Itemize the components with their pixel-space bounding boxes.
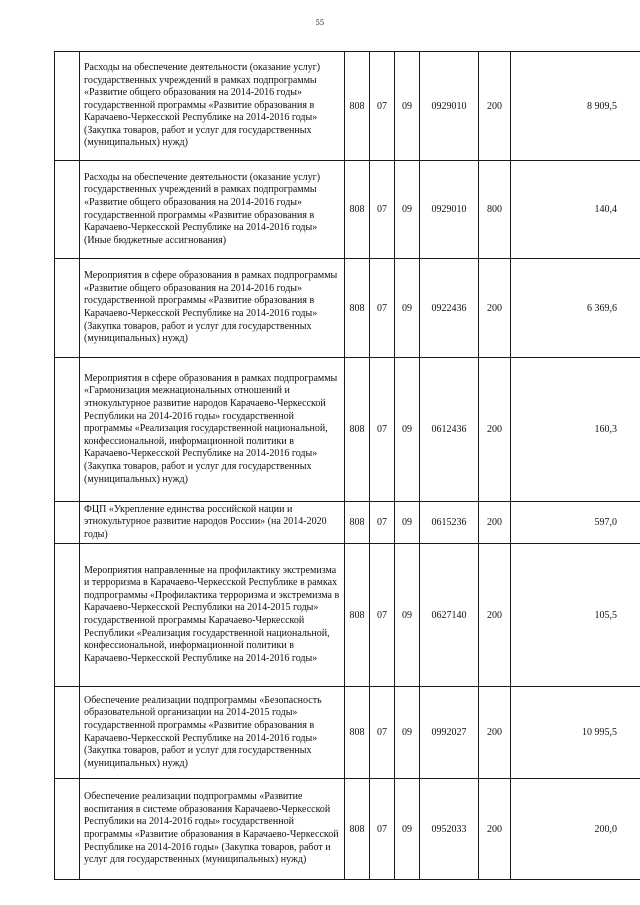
section-cell: 07 <box>370 544 395 687</box>
expense-type-cell: 200 <box>479 259 511 358</box>
budget-table <box>54 51 640 880</box>
subsection-cell: 09 <box>395 52 420 161</box>
section-cell: 07 <box>370 687 395 779</box>
amount-cell: 200,0 <box>511 779 640 880</box>
index-cell <box>55 52 80 161</box>
expense-type-cell: 200 <box>479 779 511 880</box>
index-cell <box>55 161 80 259</box>
index-cell <box>55 259 80 358</box>
expense-type-cell: 200 <box>479 687 511 779</box>
index-cell <box>55 544 80 687</box>
table-row <box>55 259 640 358</box>
gr-cell: 808 <box>345 52 370 161</box>
description-cell: Мероприятия в сфере образования в рамках подпрограммы «Гармонизация межнациональных отношений и этнокультурное развитие народов Карачаево-Черкесской Республики на 2014-2016 годы» государственной программы «Реализация государственной национальной, конфессиональной, информационной политики в Карачаево-Черкесской Республике на 2014-2016 годы» (Закупка товаров, работ и услуг для государственных (муниципальных) нужд) <box>80 358 345 502</box>
subsection-cell: 09 <box>395 502 420 544</box>
expense-type-cell: 200 <box>479 502 511 544</box>
section-cell: 07 <box>370 161 395 259</box>
subsection-cell: 09 <box>395 358 420 502</box>
amount-cell: 597,0 <box>511 502 640 544</box>
table-row <box>55 502 640 544</box>
table-row <box>55 161 640 259</box>
expense-type-cell: 200 <box>479 358 511 502</box>
description-cell: Обеспечение реализации подпрограммы «Безопасность образовательной организации на 2014-2015 годы» государственной программы «Развитие образования в Карачаево-Черкесской Республике на 2014-2016 годы» (Закупка товаров, работ и услуг для государственных (муниципальных) нужд) <box>80 687 345 779</box>
gr-cell: 808 <box>345 259 370 358</box>
gr-cell: 808 <box>345 687 370 779</box>
amount-cell: 6 369,6 <box>511 259 640 358</box>
table-row <box>55 52 640 161</box>
target-article-cell: 0992027 <box>420 687 479 779</box>
subsection-cell: 09 <box>395 544 420 687</box>
gr-cell: 808 <box>345 502 370 544</box>
gr-cell: 808 <box>345 358 370 502</box>
section-cell: 07 <box>370 358 395 502</box>
description-cell: ФЦП «Укрепление единства российской нации и этнокультурное развитие народов России» (на 2014-2020 годы) <box>80 502 345 544</box>
expense-type-cell: 200 <box>479 544 511 687</box>
index-cell <box>55 779 80 880</box>
description-cell: Расходы на обеспечение деятельности (оказание услуг) государственных учреждений в рамках подпрограммы «Развитие общего образования на 2014-2016 годы» государственной программы «Развитие образования в Карачаево-Черкесской Республике на 2014-2016 годы» (Иные бюджетные ассигнования) <box>80 161 345 259</box>
expense-type-cell: 800 <box>479 161 511 259</box>
table-row <box>55 687 640 779</box>
page-number: 55 <box>315 18 325 27</box>
amount-cell: 140,4 <box>511 161 640 259</box>
expense-type-cell: 200 <box>479 52 511 161</box>
index-cell <box>55 687 80 779</box>
amount-cell: 10 995,5 <box>511 687 640 779</box>
section-cell: 07 <box>370 52 395 161</box>
table-row <box>55 779 640 880</box>
amount-cell: 160,3 <box>511 358 640 502</box>
table-row <box>55 544 640 687</box>
gr-cell: 808 <box>345 161 370 259</box>
target-article-cell: 0612436 <box>420 358 479 502</box>
target-article-cell: 0952033 <box>420 779 479 880</box>
description-cell: Мероприятия в сфере образования в рамках подпрограммы «Развитие общего образования на 2014-2016 годы» государственной программы «Развитие образования в Карачаево-Черкесской Республике на 2014-2016 годы» (Закупка товаров, работ и услуг для государственных (муниципальных) нужд) <box>80 259 345 358</box>
target-article-cell: 0922436 <box>420 259 479 358</box>
index-cell <box>55 358 80 502</box>
subsection-cell: 09 <box>395 779 420 880</box>
description-cell: Расходы на обеспечение деятельности (оказание услуг) государственных учреждений в рамках подпрограммы «Развитие общего образования на 2014-2016 годы» государственной программы «Развитие образования в Карачаево-Черкесской Республике на 2014-2016 годы» (Закупка товаров, работ и услуг для государственных (муниципальных) нужд) <box>80 52 345 161</box>
target-article-cell: 0627140 <box>420 544 479 687</box>
index-cell <box>55 502 80 544</box>
description-cell: Мероприятия направленные на профилактику экстремизма и терроризма в Карачаево-Черкесской Республике в рамках подпрограммы «Профилактика терроризма и экстремизма в Карачаево-Черкесской Республики на 2014-2015 годы» государственной программы Карачаево-Черкесской Республики «Реализация государственной национальной, конфессиональной, информационной политики в Карачаево-Черкесской Республике на 2014-2016 годы» <box>80 544 345 687</box>
gr-cell: 808 <box>345 544 370 687</box>
description-cell: Обеспечение реализации подпрограммы «Развитие воспитания в системе образования Карачаево-Черкесской Республики на 2014-2016 годы» государственной программы «Развитие образования в Карачаево-Черкесской Республике на 2014-2016 годы» (Закупка товаров, работ и услуг для государственных (муниципальных) нужд) <box>80 779 345 880</box>
subsection-cell: 09 <box>395 259 420 358</box>
section-cell: 07 <box>370 779 395 880</box>
target-article-cell: 0929010 <box>420 52 479 161</box>
subsection-cell: 09 <box>395 161 420 259</box>
section-cell: 07 <box>370 502 395 544</box>
target-article-cell: 0615236 <box>420 502 479 544</box>
amount-cell: 105,5 <box>511 544 640 687</box>
section-cell: 07 <box>370 259 395 358</box>
subsection-cell: 09 <box>395 687 420 779</box>
target-article-cell: 0929010 <box>420 161 479 259</box>
gr-cell: 808 <box>345 779 370 880</box>
amount-cell: 8 909,5 <box>511 52 640 161</box>
table-row <box>55 358 640 502</box>
